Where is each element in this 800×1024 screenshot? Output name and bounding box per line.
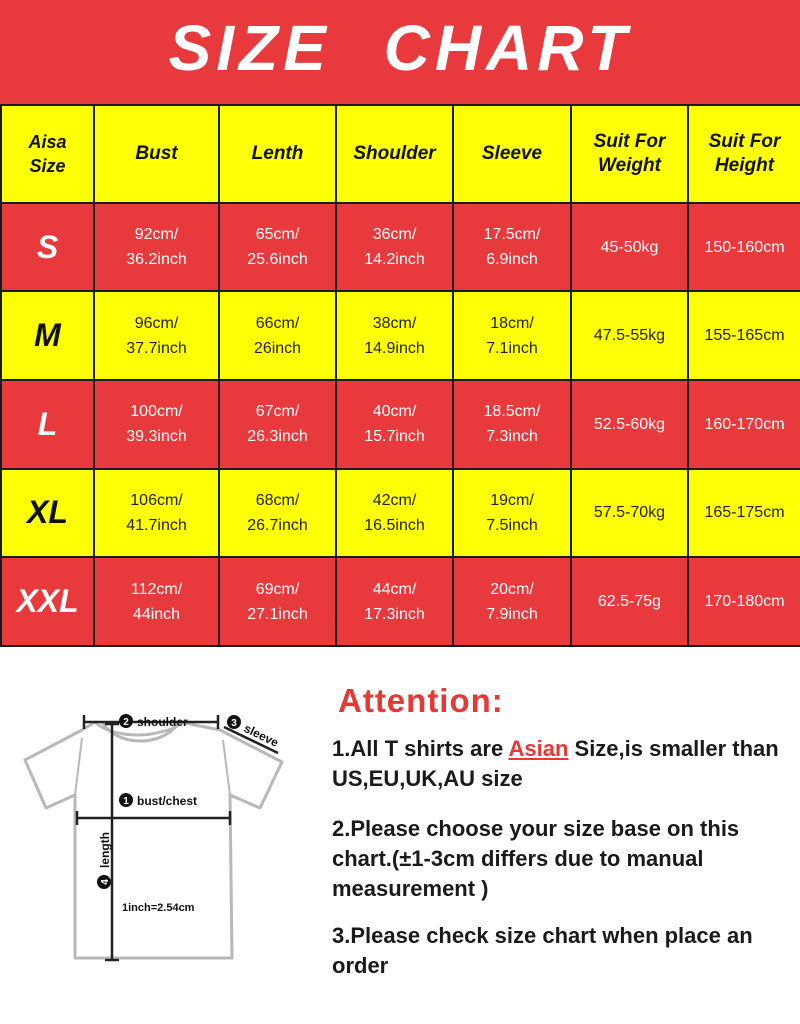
bust-chest-label: bust/chest — [137, 794, 198, 808]
cell-sleeve: 20cm/ 7.9inch — [453, 557, 571, 646]
sleeve-label: sleeve — [241, 721, 281, 750]
cell-weight: 62.5-75g — [571, 557, 688, 646]
header-shoulder: Shoulder — [336, 105, 453, 203]
header-weight: Suit For Weight — [571, 105, 688, 203]
table-row — [1, 380, 800, 469]
cell-weight: 45-50kg — [571, 203, 688, 292]
note-check-chart: 3.Please check size chart when place an order — [332, 923, 753, 978]
cell-shoulder: 36cm/ 14.2inch — [336, 203, 453, 292]
header-height: Suit For Height — [688, 105, 800, 203]
cell-length: 69cm/ 27.1inch — [219, 557, 336, 646]
svg-text:1: 1 — [123, 796, 129, 807]
header-length: Lenth — [219, 105, 336, 203]
header-sleeve: Sleeve — [453, 105, 571, 203]
cell-length: 65cm/ 25.6inch — [219, 203, 336, 292]
cell-bust: 106cm/ 41.7inch — [94, 469, 219, 558]
attention-title: Attention: — [338, 682, 504, 719]
length-label: length — [98, 832, 112, 868]
cell-height: 155-165cm — [688, 291, 800, 380]
table-header-row — [1, 105, 800, 203]
cell-bust: 92cm/ 36.2inch — [94, 203, 219, 292]
cell-bust: 96cm/ 37.7inch — [94, 291, 219, 380]
cell-bust: 100cm/ 39.3inch — [94, 380, 219, 469]
cell-sleeve: 19cm/ 7.5inch — [453, 469, 571, 558]
cell-height: 160-170cm — [688, 380, 800, 469]
cell-sleeve: 17.5cm/ 6.9inch — [453, 203, 571, 292]
cell-size: S — [1, 203, 94, 292]
header-bust: Bust — [94, 105, 219, 203]
cell-sleeve: 18.5cm/ 7.3inch — [453, 380, 571, 469]
cell-length: 67cm/ 26.3inch — [219, 380, 336, 469]
table-row — [1, 203, 800, 292]
cell-shoulder: 40cm/ 15.7inch — [336, 380, 453, 469]
cell-shoulder: 44cm/ 17.3inch — [336, 557, 453, 646]
asian-highlight: Asian — [508, 736, 569, 761]
svg-text:2: 2 — [123, 717, 129, 728]
note-choose-size: 2.Please choose your size base on this chart.(±1-3cm differs due to manual measurement ) — [332, 816, 740, 901]
cell-size: M — [1, 291, 94, 380]
cell-size: XL — [1, 469, 94, 558]
cell-weight: 47.5-55kg — [571, 291, 688, 380]
size-chart-title: SIZE CHART — [168, 12, 632, 84]
inch-conversion-label: 1inch=2.54cm — [122, 902, 195, 914]
tshirt-outline-icon — [25, 722, 282, 958]
size-table — [0, 104, 800, 647]
header-size: Aisa Size — [1, 105, 94, 203]
cell-weight: 57.5-70kg — [571, 469, 688, 558]
cell-bust: 112cm/ 44inch — [94, 557, 219, 646]
note-asian-size: 1.All T shirts are Asian Size,is smaller than US,EU,UK,AU size — [332, 736, 779, 791]
table-row — [1, 469, 800, 558]
cell-shoulder: 42cm/ 16.5inch — [336, 469, 453, 558]
size-chart-header — [0, 0, 800, 104]
cell-height: 165-175cm — [688, 469, 800, 558]
table-row — [1, 557, 800, 646]
table-row — [1, 291, 800, 380]
svg-text:3: 3 — [231, 718, 237, 729]
cell-shoulder: 38cm/ 14.9inch — [336, 291, 453, 380]
cell-height: 170-180cm — [688, 557, 800, 646]
cell-height: 150-160cm — [688, 203, 800, 292]
svg-text:4: 4 — [100, 879, 111, 885]
tshirt-measurement-diagram — [20, 700, 302, 970]
cell-length: 66cm/ 26inch — [219, 291, 336, 380]
cell-length: 68cm/ 26.7inch — [219, 469, 336, 558]
cell-size: XXL — [1, 557, 94, 646]
cell-weight: 52.5-60kg — [571, 380, 688, 469]
cell-sleeve: 18cm/ 7.1inch — [453, 291, 571, 380]
shoulder-label: shoulder — [137, 715, 188, 729]
cell-size: L — [1, 380, 94, 469]
